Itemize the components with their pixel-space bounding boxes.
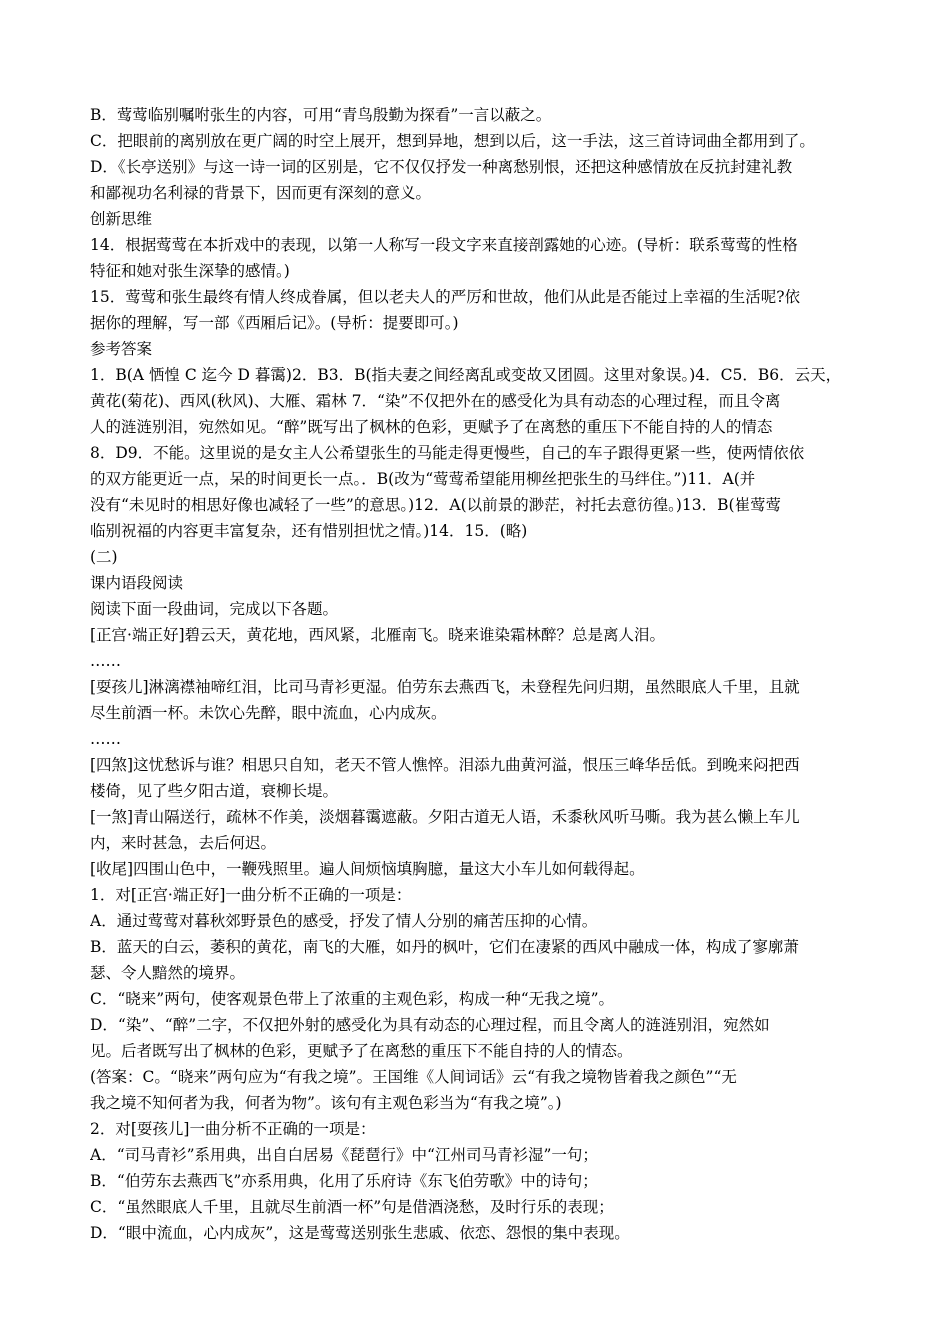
text-line: C．把眼前的离别放在更广阔的时空上展开，想到异地，想到以后，这一手法，这三首诗词曲全都用到了。 (90, 132, 815, 150)
text-line: 和鄙视功名利禄的背景下，因而更有深刻的意义。 (90, 184, 432, 202)
section-heading: 课内语段阅读 (90, 574, 184, 592)
question-1: 1．对[正宫·端正好]一曲分析不正确的一项是： (90, 886, 412, 904)
verse-line: [正宫·端正好]碧云天，黄花地，西风紧，北雁南飞。晓来谁染霜林醉？总是离人泪。 (90, 626, 666, 644)
text-line: 特征和她对张生深挚的感情。) (90, 262, 290, 280)
text-line: D．《长亭送别》与这一诗一词的区别是，它不仅仅抒发一种离愁别恨，还把这种感情放在反抗封建礼教 (90, 158, 793, 176)
question-14: 14．根据莺莺在本折戏中的表现，以第一人称写一段文字来直接剖露她的心迹。(导析：联系莺莺的性格 (90, 236, 798, 254)
answer-line: 人的涟涟别泪，宛然如见。“醉”既写出了枫林的色彩，更赋予了在离愁的重压下不能自持的人的情态 (90, 418, 773, 436)
verse-line: 楼倚，见了些夕阳古道，衰柳长堤。 (90, 782, 339, 800)
verse-line: 尽生前酒一杯。未饮心先醉，眼中流血，心内成灰。 (90, 704, 447, 722)
ellipsis-line: …… (90, 652, 121, 670)
answer-line: 黄花(菊花)、西风(秋风)、大雁、霜林 7．“染”不仅把外在的感受化为具有动态的心理过程，而且令离 (90, 392, 781, 410)
section-number: (二) (90, 548, 118, 566)
answer-line: 1．B(A 恓惶 C 迄今 D 暮霭)2．B3．B(指夫妻之间经离乱或变故又团圆。这里对象误。)4．C5．B6．云天， (90, 366, 842, 384)
document-body (90, 102, 862, 1246)
option-line: D．“眼中流血，心内成灰”，这是莺莺送别张生悲戚、依恋、怨恨的集中表现。 (90, 1224, 630, 1242)
option-line: A．通过莺莺对暮秋郊野景色的感受，抒发了情人分别的痛苦压抑的心情。 (90, 912, 598, 930)
section-heading: 参考答案 (90, 340, 153, 358)
option-line: 见。后者既写出了枫林的色彩，更赋予了在离愁的重压下不能自持的人的情态。 (90, 1042, 633, 1060)
option-line: A．“司马青衫”系用典，出自白居易《琵琶行》中“江州司马青衫湿”一句； (90, 1146, 598, 1164)
verse-line: [耍孩儿]淋漓襟袖啼红泪，比司马青衫更湿。伯劳东去燕西飞，未登程先问归期，虽然眼底人千里，且就 (90, 678, 800, 696)
answer-line: 临别祝福的内容更丰富复杂，还有惜别担忧之情。)14．15．(略) (90, 522, 528, 540)
option-line: B．蓝天的白云，萎积的黄花，南飞的大雁，如丹的枫叶，它们在凄紧的西风中融成一体，构成了寥廓萧 (90, 938, 799, 956)
option-line: B．“伯劳东去燕西飞”亦系用典，化用了乐府诗《东飞伯劳歌》中的诗句； (90, 1172, 598, 1190)
option-line: C．“晓来”两句，使客观景色带上了浓重的主观色彩，构成一种“无我之境”。 (90, 990, 615, 1008)
question-2: 2．对[耍孩儿]一曲分析不正确的一项是： (90, 1120, 376, 1138)
verse-line: [四煞]这忧愁诉与谁？相思只自知，老天不管人憔悴。泪添九曲黄河溢，恨压三峰华岳低。到晚来闷把西 (90, 756, 800, 774)
answer-explanation: 我之境不知何者为我，何者为物”。该句有主观色彩当为“有我之境”。) (90, 1094, 562, 1112)
verse-line: [一煞]青山隔送行，疏林不作美，淡烟暮霭遮蔽。夕阳古道无人语，禾黍秋风听马嘶。我为甚么懒上车儿 (90, 808, 800, 826)
option-line: C．“虽然眼底人千里，且就尽生前酒一杯”句是借酒浇愁，及时行乐的表现； (90, 1198, 614, 1216)
text-line: B．莺莺临别嘱咐张生的内容，可用“青鸟殷勤为探看”一言以蔽之。 (90, 106, 552, 124)
ellipsis-line: …… (90, 730, 121, 748)
section-heading: 创新思维 (90, 210, 153, 228)
answer-line: 没有“未见时的相思好像也减轻了一些”的意思。)12．A(以前景的渺茫，衬托去意彷徨。)13．B(崔莺莺 (90, 496, 782, 514)
verse-line: [收尾]四围山色中，一鞭残照里。遍人间烦恼填胸臆，量这大小车儿如何载得起。 (90, 860, 645, 878)
option-line: 瑟、令人黯然的境界。 (90, 964, 246, 982)
answer-line: 8．D9．不能。这里说的是女主人公希望张生的马能走得更慢些，自己的车子跟得更紧一些，使两情依依 (90, 444, 805, 462)
verse-line: 内，来时甚急，去后何迟。 (90, 834, 277, 852)
answer-line: 的双方能更近一点，呆的时间更长一点。．B(改为“莺莺希望能用柳丝把张生的马绊住。”)11．A(并 (90, 470, 756, 488)
question-15: 15．莺莺和张生最终有情人终成眷属，但以老夫人的严厉和世故，他们从此是否能过上幸福的生活呢?依 (90, 288, 801, 306)
text-line: 据你的理解，写一部《西厢后记》。(导析：提要即可。) (90, 314, 459, 332)
instruction-line: 阅读下面一段曲词，完成以下各题。 (90, 600, 339, 618)
answer-explanation: (答案：C。“晓来”两句应为“有我之境”。王国维《人间词话》云“有我之境物皆着我之颜色”“无 (90, 1068, 737, 1086)
option-line: D．“染”、“醉”二字，不仅把外射的感受化为具有动态的心理过程，而且令离人的涟涟别泪，宛然如 (90, 1016, 770, 1034)
